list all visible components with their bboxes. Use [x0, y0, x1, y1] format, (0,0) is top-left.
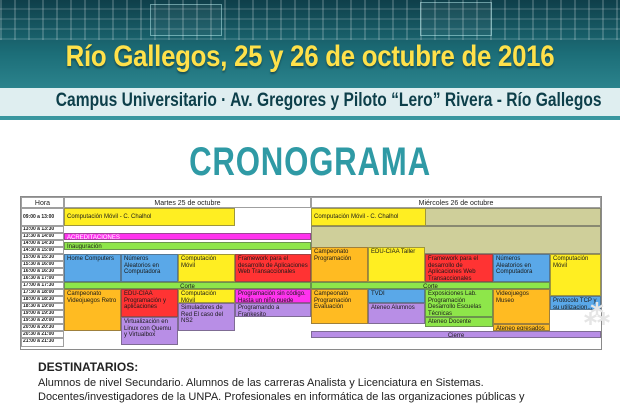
- time-slot: 19:00 a 19:30: [21, 310, 64, 317]
- session-movil-day2: Computación Móvil: [550, 254, 601, 296]
- time-slot: 16:00 a 16:30: [21, 268, 64, 275]
- time-slot: 09:00 a 13:00: [21, 208, 64, 226]
- circuit-decoration: [0, 0, 620, 40]
- session-programacion-sin-codigo: Programación sin código. Hasta un niño puede: [235, 289, 311, 303]
- time-slot: 14:30 a 15:00: [21, 247, 64, 254]
- session-movil-morning: Computación Móvil - C. Chalhol: [64, 208, 235, 226]
- session-framework: Framework para el desarrollo de Aplicaciones Web Transaccionales: [235, 254, 311, 282]
- time-slot: 20:00 a 20:30: [21, 324, 64, 331]
- session-framework-day2: Framework para el desarrollo de Aplicaciones Web Transaccionales: [425, 254, 493, 282]
- watermark-decoration: ⁂: [584, 300, 610, 330]
- session-inauguracion: Inauguración: [64, 242, 311, 250]
- session-numeros-day2: Números Aleatorios en Computadora: [493, 254, 550, 282]
- session-frankesito: Programando a Frankesito: [235, 303, 311, 317]
- time-slot: 15:00 a 15:30: [21, 254, 64, 261]
- time-slot: 13:30 a 14:00: [21, 233, 64, 240]
- session-protocolo-tcp: Protocolo TCP y su utilizacion...: [550, 296, 601, 310]
- session-ateneo-egresados: Ateneo egresados: [493, 324, 550, 331]
- time-slot: 18:00 a 18:30: [21, 296, 64, 303]
- time-slot: 13:00 a 13:30: [21, 226, 64, 233]
- session-videojuegos-retro: Campeonato Videojuegos Retro: [64, 289, 121, 331]
- session-edu-ciaa-taller: EDU-CIAA Taller: [368, 247, 425, 282]
- session-edu-ciaa: EDU-CIAA Programación y aplicaciones: [121, 289, 178, 317]
- break-corte-day2: Corte: [311, 282, 550, 289]
- session-home-computers: Home Computers: [64, 254, 121, 282]
- schedule-heading: CRONOGRAMA: [189, 140, 431, 184]
- hour-column-header: Hora: [21, 197, 64, 208]
- session-ateneo-docente: Ateneo Docente: [425, 317, 493, 327]
- session-videojuegos-museo: Videojuegos Museo: [493, 289, 550, 324]
- session-computacion-movil: Computación Móvil: [178, 254, 235, 282]
- session-tvdi: TVDI: [368, 289, 425, 303]
- time-slot: 18:30 a 19:00: [21, 303, 64, 310]
- session-exposiciones: Exposiciones Lab. Programación Desarrollo Escuelas Técnicas: [425, 289, 493, 317]
- time-slot: 21:00 a 21:30: [21, 338, 64, 347]
- session-movil-morning-day2: Computación Móvil - C. Chalhol: [311, 208, 426, 226]
- session-campeonato-evaluacion: Campeonato Programación Evaluación: [311, 289, 368, 324]
- time-slot: 20:30 a 21:00: [21, 331, 64, 338]
- header-banner: [0, 0, 620, 120]
- break-corte-day1: Corte: [64, 282, 311, 289]
- session-numeros-aleatorios: Números Aleatorios en Computadora: [121, 254, 178, 282]
- destinatarios-line: Docentes/investigadores de la UNPA. Profesionales en informática de las organizaciones públicas y: [38, 391, 525, 403]
- destinatarios-line: Alumnos de nivel Secundario. Alumnos de las carreras Analista y Licenciatura en Sistemas.: [38, 377, 484, 389]
- event-dates-title: Río Gallegos, 25 y 26 de octubre de 2016: [65, 40, 555, 73]
- day1-header: Martes 25 de octubre: [64, 197, 311, 208]
- destinatarios-title: DESTINATARIOS:: [38, 360, 139, 374]
- day2-header: Miércoles 26 de octubre: [311, 197, 601, 208]
- session-virtualizacion: Virtualización en Linux con Quemu y Virtualbox: [121, 317, 178, 345]
- time-slot: 19:30 a 20:00: [21, 317, 64, 324]
- session-simuladores-red: Simuladores de Red El caso del NS2: [178, 303, 235, 331]
- schedule-table: [20, 196, 602, 350]
- session-ateneo-alumnos: Ateneo Alumnos: [368, 303, 425, 324]
- time-slot: 17:30 a 18:00: [21, 289, 64, 296]
- time-slot: 16:30 a 17:00: [21, 275, 64, 282]
- destinatarios-section: [38, 360, 598, 404]
- time-slot: 14:00 a 14:30: [21, 240, 64, 247]
- session-campeonato-programacion: Campeonato Programación: [311, 247, 368, 282]
- time-slot: 15:30 a 16:00: [21, 261, 64, 268]
- venue-text: Campus Universitario · Av. Gregores y Piloto “Lero” Rivera - Río Gallegos: [55, 90, 602, 111]
- session-cierre: Cierre: [311, 331, 601, 338]
- session-acreditaciones: ACREDITACIONES: [64, 233, 311, 240]
- time-slot: 17:00 a 17:30: [21, 282, 64, 289]
- circuit-panel-right: [420, 2, 492, 36]
- circuit-panel-left: [150, 4, 222, 36]
- session-computacion-movil-2: Computación Móvil: [178, 289, 235, 303]
